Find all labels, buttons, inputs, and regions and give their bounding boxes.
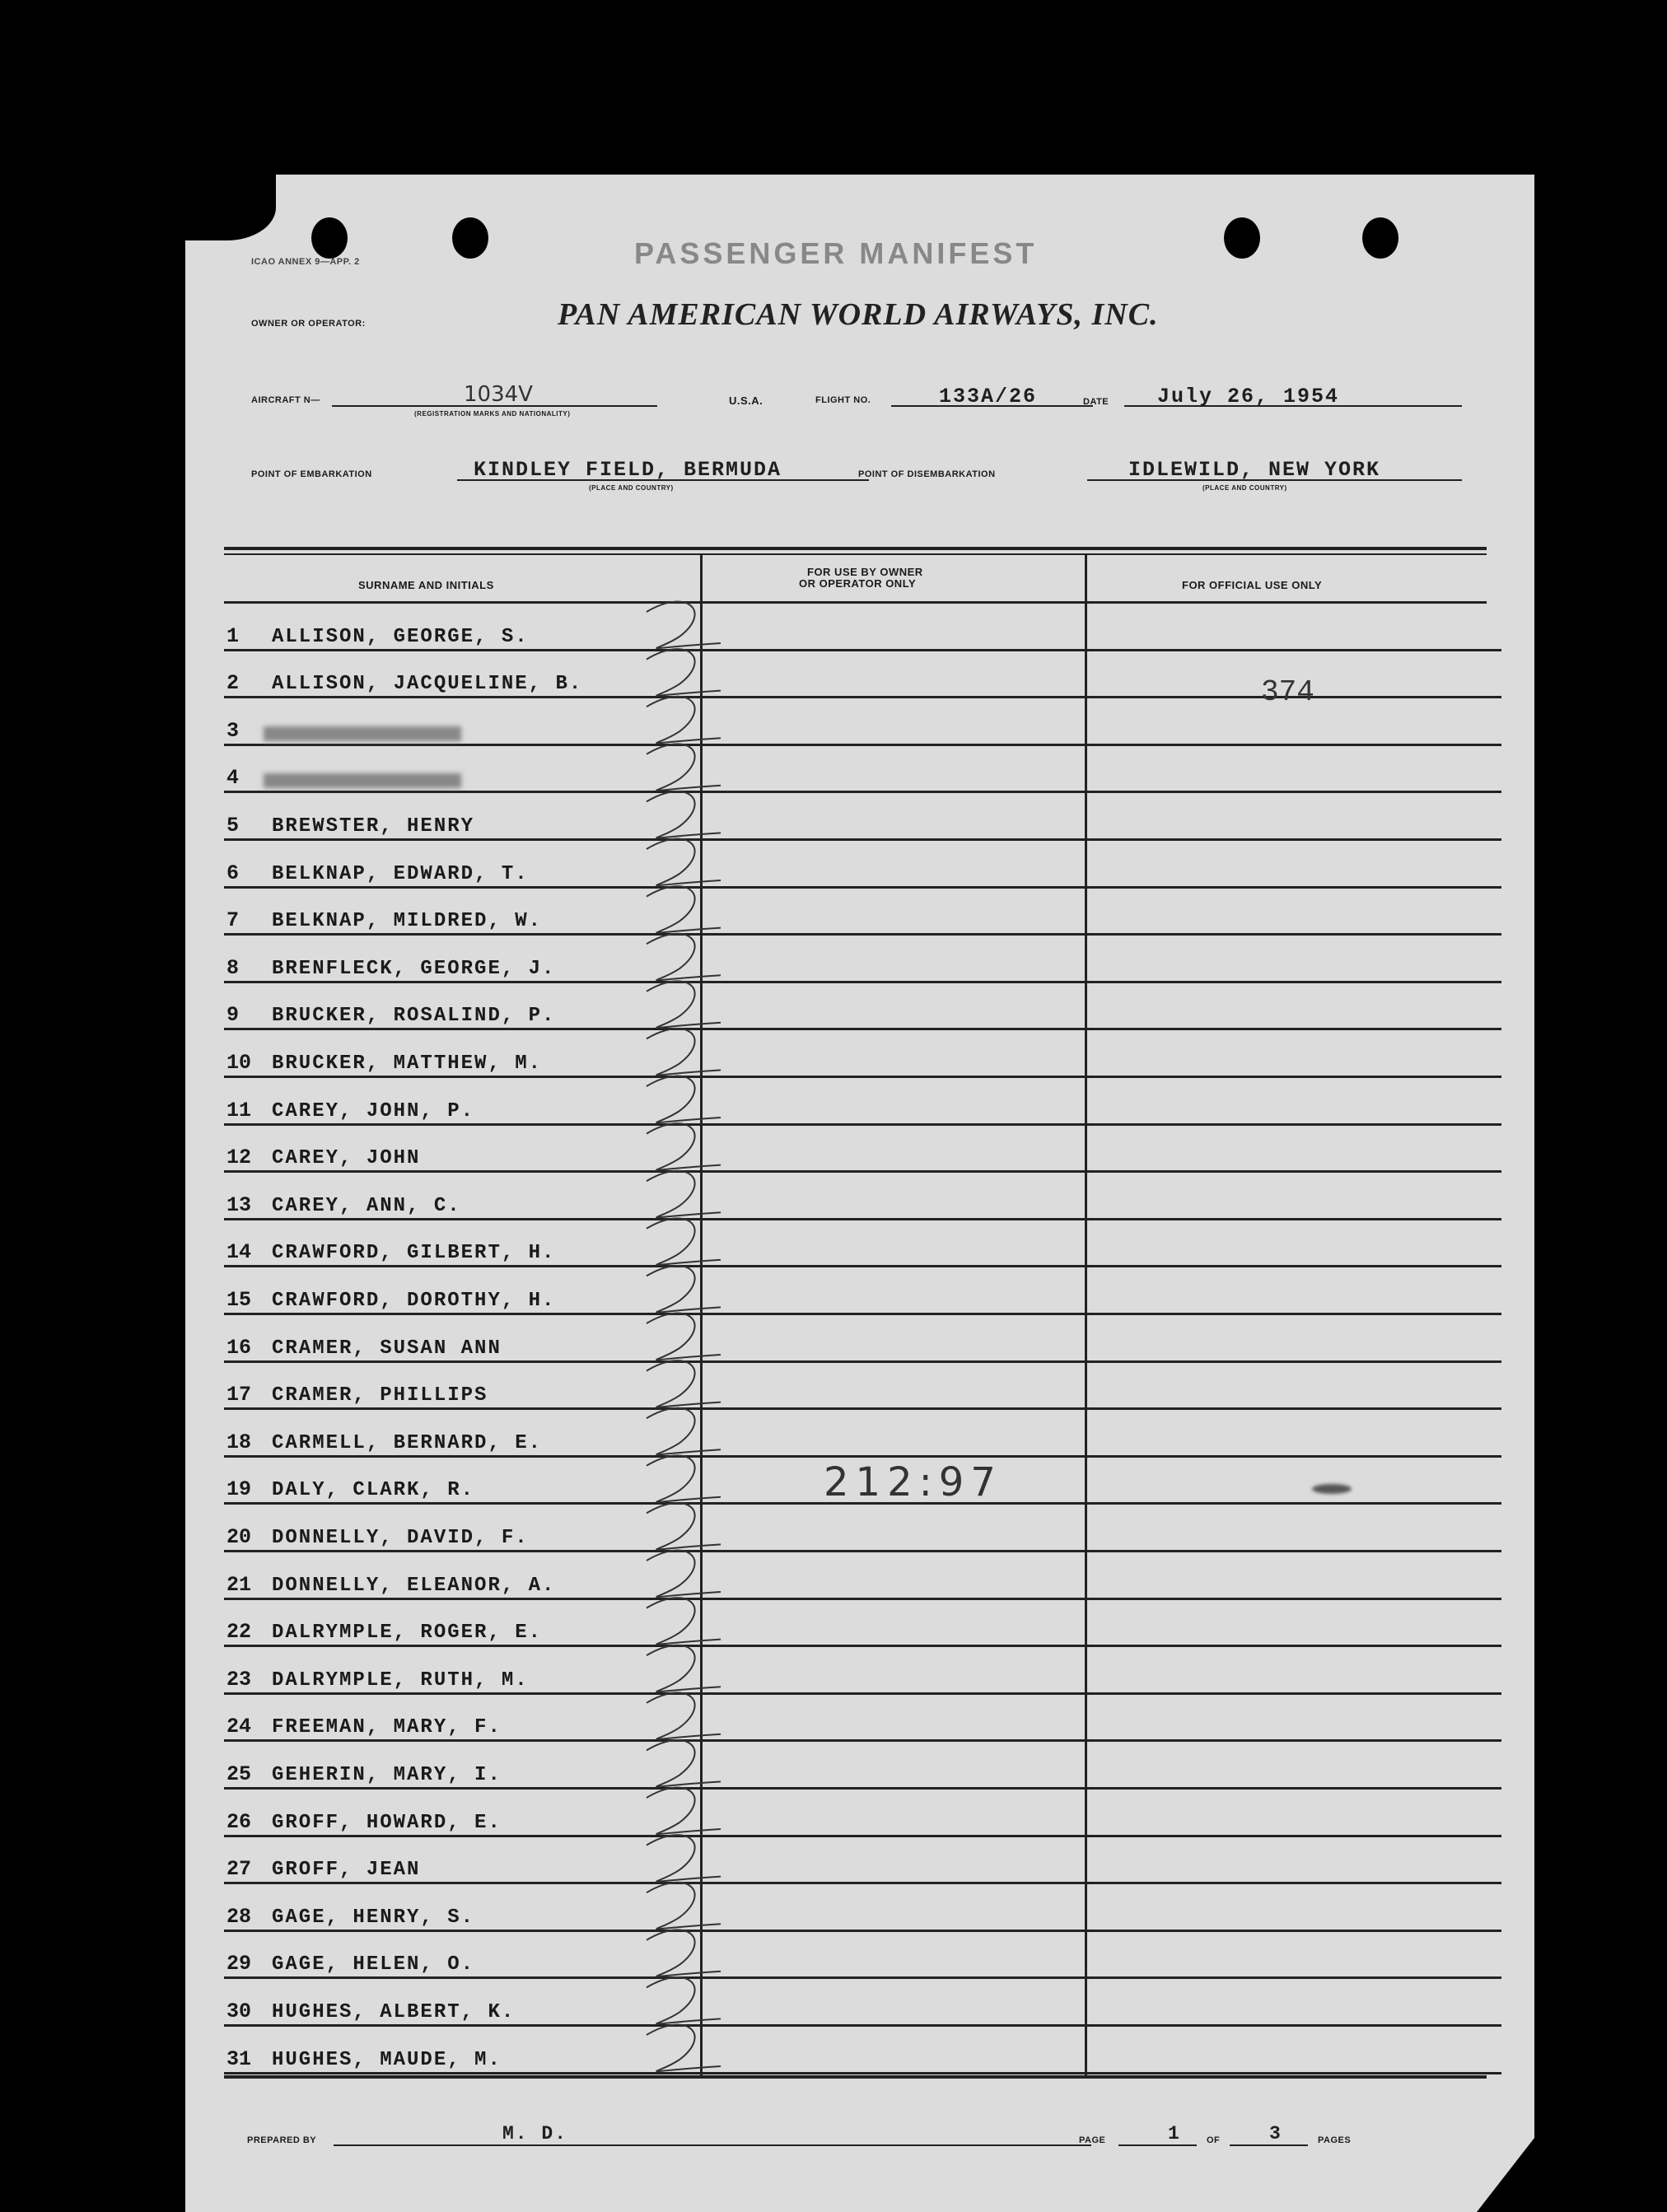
row-number: 17 [226,1383,252,1407]
embarkation-value: KINDLEY FIELD, BERMUDA [474,458,782,482]
passenger-name: GROFF, HOWARD, E. [272,1811,502,1834]
row-number: 13 [226,1192,252,1217]
date-value: July 26, 1954 [1157,385,1340,408]
table-row [185,1600,1534,1648]
passenger-name: ALLISON, JACQUELINE, B. [272,673,583,696]
table-row [185,1410,1534,1458]
table-top-rule [224,547,1487,550]
row-number: 31 [226,2046,252,2071]
passenger-name: ALLISON, GEORGE, S. [272,625,529,648]
passenger-name: HUGHES, MAUDE, M. [272,2048,502,2071]
of-label: OF [1207,2135,1221,2145]
row-number: 21 [226,1572,252,1597]
punch-hole [1362,217,1399,259]
table-row [185,793,1534,841]
passenger-name: DALRYMPLE, ROGER, E. [272,1622,543,1645]
table-row [185,1505,1534,1552]
disembarkation-label: POINT OF DISEMBARKATION [858,469,996,479]
page-label: PAGE [1079,2135,1106,2145]
passenger-name: CRAWFORD, GILBERT, H. [272,1242,556,1265]
owner-operator-label: OWNER OR OPERATOR: [251,319,366,329]
passenger-name: CAREY, JOHN [272,1147,421,1170]
manifest-sheet [185,175,1534,2212]
table-row [185,604,1534,651]
flight-value: 133A/26 [939,385,1038,408]
passenger-name: DONNELLY, ELEANOR, A. [272,1574,556,1597]
row-number: 22 [226,1620,252,1645]
date-label: DATE [1083,397,1109,407]
passenger-name: BRUCKER, ROSALIND, P. [272,1005,556,1028]
usa-label: U.S.A. [729,394,763,407]
row-rule [224,2072,1501,2074]
pages-label: PAGES [1318,2135,1352,2145]
punch-hole [1224,217,1260,259]
table-row [185,1932,1534,1980]
row-number: 1 [226,623,240,648]
table-row [185,698,1534,746]
page-line [1118,2144,1197,2146]
table-row [185,1552,1534,1600]
row-number: 10 [226,1050,252,1075]
row-number: 28 [226,1904,252,1929]
row-number: 25 [226,1762,252,1786]
passenger-name: HUGHES, ALBERT, K. [272,2000,516,2023]
punch-hole [452,217,488,259]
table-row [185,2027,1534,2074]
row-number: 18 [226,1430,252,1454]
prepared-by-value: M. D. [502,2123,568,2144]
punch-hole [311,217,348,259]
passenger-name: CAREY, ANN, C. [272,1194,461,1217]
table-row [185,1647,1534,1695]
row-number: 14 [226,1240,252,1265]
disembarkation-sublabel: (PLACE AND COUNTRY) [1202,484,1287,492]
passenger-name: BELKNAP, MILDRED, W. [272,910,543,933]
row-number: 15 [226,1287,252,1312]
passenger-name: GEHERIN, MARY, I. [272,1763,502,1786]
passenger-name: CRAMER, SUSAN ANN [272,1337,502,1360]
row-number: 12 [226,1146,252,1170]
embarkation-label: POINT OF EMBARKATION [251,469,372,479]
row-number: 27 [226,1857,252,1882]
prepared-by-line [334,2144,1091,2146]
table-row [185,1267,1534,1315]
row-number: 3 [226,718,240,743]
table-row [185,1742,1534,1790]
table-row [185,1173,1534,1220]
column-header-official: FOR OFFICIAL USE ONLY [1182,579,1323,591]
passenger-name: GAGE, HELEN, O. [272,1953,475,1976]
page-number: 1 [1168,2123,1181,2144]
ink-smudge [1312,1484,1352,1494]
row-number: 9 [226,1003,240,1028]
of-line [1230,2144,1308,2146]
row-number: 5 [226,813,240,838]
passenger-name: DALRYMPLE, RUTH, M. [272,1668,529,1692]
table-row [185,1837,1534,1885]
passenger-name: BRUCKER, MATTHEW, M. [272,1052,543,1075]
folded-corner [1477,2138,1534,2212]
row-number: 6 [226,861,240,885]
table-row [185,1078,1534,1126]
passenger-name: CARMELL, BERNARD, E. [272,1431,543,1454]
row-number: 8 [226,955,240,980]
redacted-name [264,773,461,788]
total-pages: 3 [1269,2123,1282,2144]
row-number: 20 [226,1524,252,1549]
row-number: 11 [226,1098,252,1122]
table-row [185,1315,1534,1363]
row-number: 30 [226,1999,252,2023]
table-row [185,983,1534,1031]
column-header-operator-2: OR OPERATOR ONLY [799,577,917,590]
table-row [185,1363,1534,1411]
table-row [185,1030,1534,1078]
table-top-rule-2 [224,553,1487,555]
aircraft-value: 1034V [464,382,533,407]
torn-corner [185,175,276,240]
table-bottom-rule [224,2075,1487,2079]
document-title: PASSENGER MANIFEST [634,236,1038,270]
passenger-name: BELKNAP, EDWARD, T. [272,862,529,885]
official-stamp-number: 374 [1261,675,1314,709]
passenger-name: DALY, CLARK, R. [272,1479,475,1502]
table-row [185,841,1534,889]
table-row [185,1884,1534,1932]
flight-label: FLIGHT NO. [815,395,871,405]
table-row [185,651,1534,699]
table-row [185,936,1534,983]
disembarkation-value: IDLEWILD, NEW YORK [1128,458,1381,482]
passenger-name: FREEMAN, MARY, F. [272,1716,502,1739]
passenger-name: DONNELLY, DAVID, F. [272,1526,529,1549]
passenger-name: BREWSTER, HENRY [272,814,475,838]
table-row [185,889,1534,936]
operator-handwritten-note: 212:97 [824,1459,1002,1505]
aircraft-label: AIRCRAFT N— [251,395,320,405]
row-number: 7 [226,908,240,933]
passenger-name: BRENFLECK, GEORGE, J. [272,957,556,980]
passenger-name: CRAMER, PHILLIPS [272,1384,488,1407]
passenger-name: GAGE, HENRY, S. [272,1906,475,1929]
airline-name: PAN AMERICAN WORLD AIRWAYS, INC. [558,297,1159,332]
row-number: 19 [226,1477,252,1502]
form-code: ICAO ANNEX 9—APP. 2 [251,257,360,267]
passenger-name: CAREY, JOHN, P. [272,1099,475,1122]
aircraft-sublabel: (REGISTRATION MARKS AND NATIONALITY) [414,410,571,418]
passenger-name: CRAWFORD, DOROTHY, H. [272,1289,556,1312]
row-number: 16 [226,1335,252,1360]
passenger-name: GROFF, JEAN [272,1859,421,1882]
table-row [185,1126,1534,1174]
row-number: 29 [226,1952,252,1976]
row-number: 4 [226,766,240,791]
table-row [185,746,1534,794]
row-number: 24 [226,1715,252,1739]
table-row [185,1695,1534,1743]
row-number: 26 [226,1809,252,1834]
column-header-operator-1: FOR USE BY OWNER [807,566,923,578]
table-row [185,1979,1534,2027]
column-header-surname: SURNAME AND INITIALS [358,579,494,591]
prepared-by-label: PREPARED BY [247,2135,317,2145]
row-number: 2 [226,671,240,696]
embarkation-sublabel: (PLACE AND COUNTRY) [589,484,674,492]
table-row [185,1790,1534,1837]
redacted-name [264,726,461,741]
table-row [185,1220,1534,1268]
row-number: 23 [226,1667,252,1692]
